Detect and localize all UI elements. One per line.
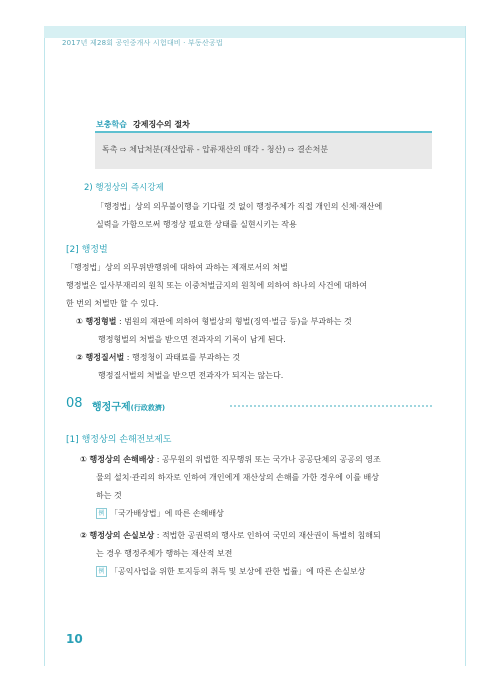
penalty-item-2-text: : 행정청이 과태료를 부과하는 것: [124, 353, 241, 362]
loss-item-1-example-text: 「국가배상법」에 따른 손해배상: [110, 509, 224, 518]
supplement-tag: 보충학습: [96, 120, 127, 129]
running-header: 2017년 제28회 공인중개사 시험대비 · 부동산공법: [62, 39, 223, 47]
loss-item-2-example: [96, 566, 365, 577]
loss-item-1-label: ① 행정상의 손해배상: [80, 455, 155, 464]
penalty-item-2: [76, 352, 240, 363]
section-header: [66, 396, 432, 414]
penalty-item-2-cont: 행정질서벌의 처벌을 받으면 전과자가 되지는 않는다.: [98, 371, 284, 380]
section-title-hanja: (行政救濟): [130, 404, 166, 412]
loss-item-2-example-text: 「공익사업을 위한 토지등의 취득 및 보상에 관한 법률」에 따른 손실보상: [110, 567, 366, 576]
loss-item-2-cont: 는 경우 행정주체가 행하는 재산적 보전: [96, 549, 233, 558]
loss-item-2: [80, 530, 381, 541]
loss-item-1-text: : 공무원의 위법한 직무행위 또는 국가나 공공단체의 공공의 영조: [154, 455, 381, 464]
supplement-box: [95, 131, 432, 169]
supplement-flow: 독촉 ⇨ 체납처분(재산압류 - 압류재산의 매각 - 청산) ⇨ 결손처분: [102, 145, 329, 154]
page-number: 10: [66, 632, 83, 646]
penalty-item-1-text: : 범원의 재판에 의하여 형벌상의 형벌(징역·벌금 등)을 부과하는 것: [116, 317, 352, 326]
loss-item-1-example: [96, 508, 224, 519]
example-icon: 例: [96, 508, 107, 519]
penalty-line-1: 「행정법」상의 의무위반행위에 대하여 과하는 제재로서의 처벌: [66, 263, 288, 272]
immediate-heading: 2) 행정상의 즉시강제: [84, 183, 164, 193]
penalty-item-2-label: ② 행정질서벌: [76, 353, 125, 362]
loss-item-1-cont-1: 물의 설치·관리의 하자로 인하여 개인에게 재산상의 손해를 가한 경우에 이를 배상: [96, 473, 379, 482]
penalty-item-1: [76, 316, 352, 327]
immediate-line-2: 실력을 가함으로써 행정상 필요한 상태를 실현시키는 작용: [96, 220, 297, 229]
loss-item-2-text: : 적법한 공권력의 행사로 인하여 국민의 재산권이 특별히 침해되: [154, 531, 381, 540]
supplement-title: 강제징수의 절차: [133, 120, 190, 129]
section-number: 08: [66, 396, 83, 411]
section-divider: [230, 405, 432, 407]
immediate-line-1: 「행정법」상의 의무불이행을 기다릴 것 없이 행정주체가 직접 개인의 신체·재산에: [96, 202, 383, 211]
penalty-line-2: 행정벌은 일사부재리의 원칙 또는 이중처벌금지의 원칙에 의하여 하나의 사건에 대하여: [66, 281, 368, 290]
section-title: [92, 398, 165, 413]
loss-item-2-label: ② 행정상의 손실보상: [80, 531, 155, 540]
penalty-heading: [2] 행정벌: [66, 245, 108, 255]
penalty-item-1-label: ① 행정형벌: [76, 317, 117, 326]
example-icon: 例: [96, 566, 107, 577]
header-bar: [44, 26, 465, 38]
section-title-text: 행정구제: [92, 402, 131, 413]
loss-item-1-cont-2: 하는 것: [96, 491, 122, 500]
penalty-line-3: 한 번의 처벌만 할 수 있다.: [66, 299, 159, 308]
loss-heading: [1] 행정상의 손해전보제도: [66, 435, 172, 445]
penalty-item-1-cont: 행정형벌의 처벌을 받으면 전과자의 기록이 남게 된다.: [98, 335, 286, 344]
loss-item-1: [80, 454, 381, 465]
